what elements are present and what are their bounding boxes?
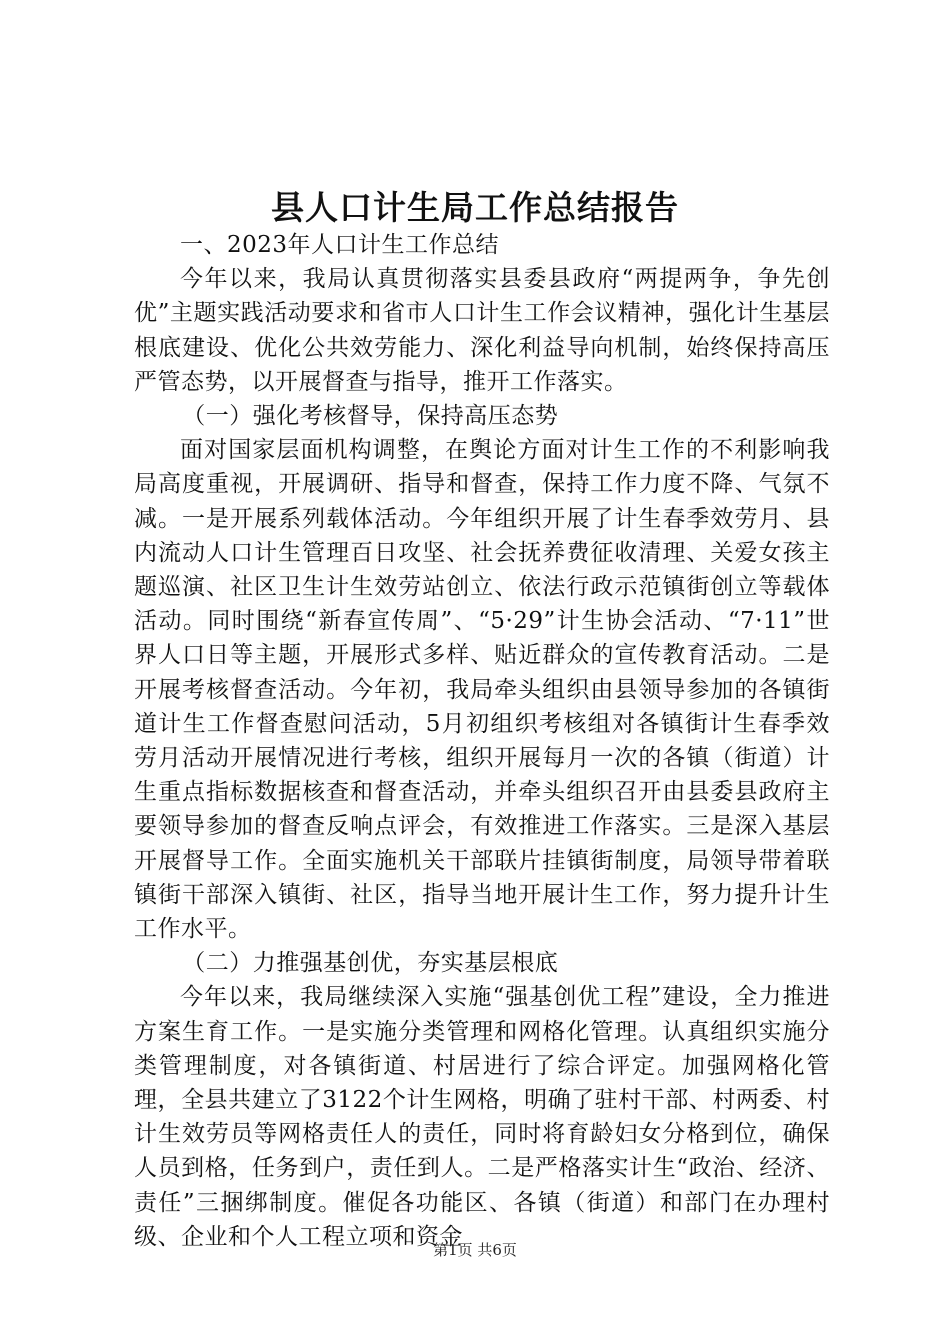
- document-title: 县人口计生局工作总结报告: [271, 188, 679, 227]
- body-paragraph: 面对国家层面机构调整，在舆论方面对计生工作的不利影响我局高度重视，开展调研、指导和督查，保持工作力度不降、气氛不减。一是开展系列载体活动。今年组织开展了计生春季效劳月、县内流动人口计生管理百日攻坚、社会抚养费征收清理、关爱女孩主题巡演、社区卫生计生效劳站创立、依法行政示范镇街创立等载体活动。同时围绕“新春宣传周”、“5·29”计生协会活动、“7·11”世界人口日等主题，开展形式多样、贴近群众的宣传教育活动。二是开展考核督查活动。今年初，我局牵头组织由县领导参加的各镇街道计生工作督查慰问活动，5月初组织考核组对各镇街计生春季效劳月活动开展情况进行考核，组织开展每月一次的各镇（街道）计生重点指标数据核查和督查活动，并牵头组织召开由县委县政府主要领导参加的督查反响点评会，有效推进工作落实。三是深入基层开展督导工作。全面实施机关干部联片挂镇街制度，局领导带着联镇街干部深入镇街、社区，指导当地开展计生工作，努力提升计生工作水平。: [134, 437, 830, 943]
- document-body: [134, 228, 830, 1254]
- body-paragraph: 今年以来，我局继续深入实施“强基创优工程”建设，全力推进方案生育工作。一是实施分类管理和网格化管理。认真组织实施分类管理制度，对各镇街道、村居进行了综合评定。加强网格化管理，全县共建立了3122个计生网格，明确了驻村干部、村两委、村计生效劳员等网格责任人的责任，同时将育龄妇女分格到位，确保人员到格，任务到户，责任到人。二是严格落实计生“政治、经济、责任”三捆绑制度。催促各功能区、各镇（街道）和部门在办理村级、企业和个人工程立项和资金: [134, 984, 830, 1250]
- sub-heading: （一）强化考核督导，保持高压态势: [182, 403, 559, 430]
- section-heading: 一、2023年人口计生工作总结: [180, 232, 500, 258]
- sub-heading: （二）力推强基创优，夯实基层根底: [182, 950, 559, 977]
- page-number-footer: 第1页 共6页: [433, 1241, 517, 1259]
- body-paragraph: 今年以来，我局认真贯彻落实县委县政府“两提两争，争先创优”主题实践活动要求和省市人口计生工作会议精神，强化计生基层根底建设、优化公共效劳能力、深化利益导向机制，始终保持高压严管态势，以开展督查与指导，推开工作落实。: [134, 266, 830, 395]
